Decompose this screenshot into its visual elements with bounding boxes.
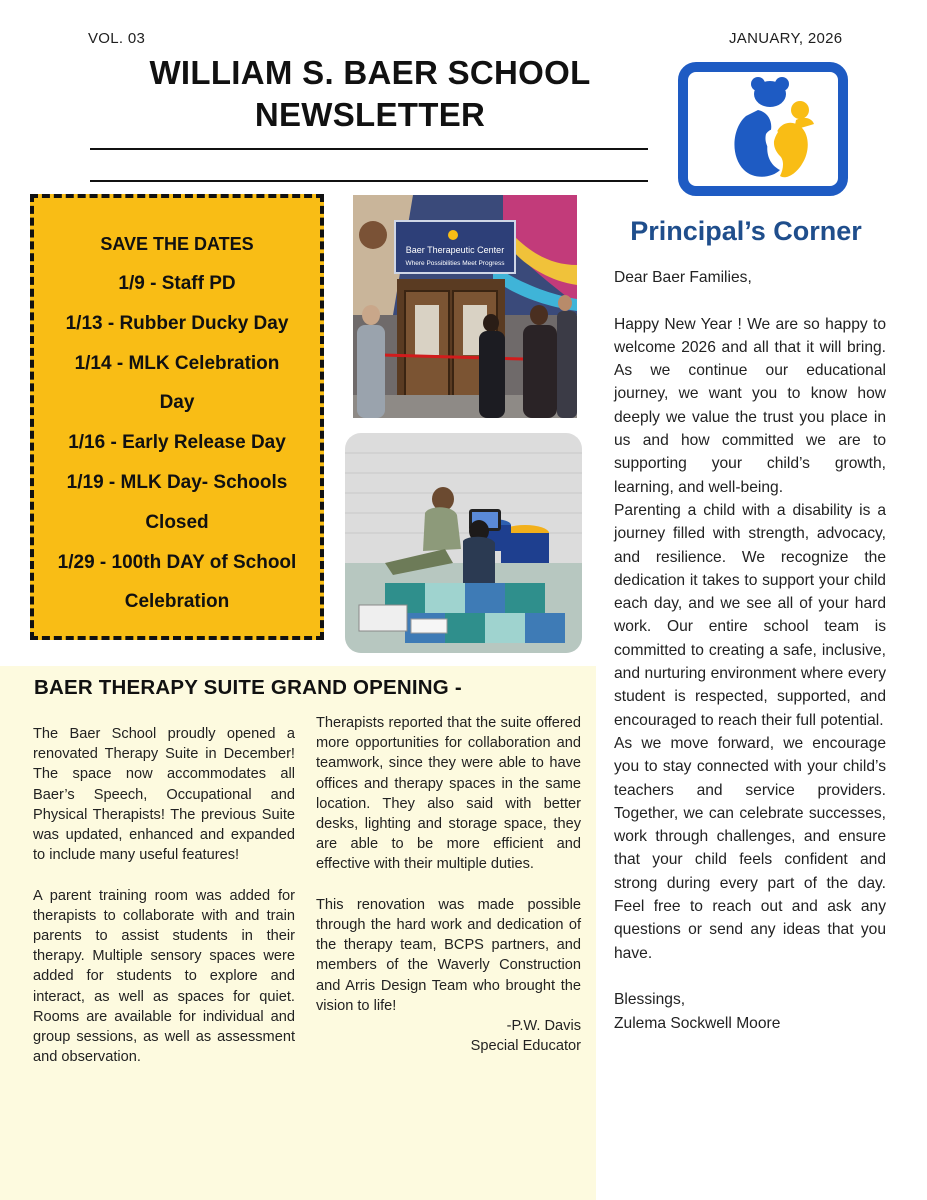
date-item: 1/19 - MLK Day- Schools: [66, 471, 288, 493]
article-paragraph: The Baer School proudly opened a renovated Therapy Suite in December! The space now accommodates all Baer’s Speech, Occupational and Physical Therapists! The previous Suite was updated, enhanced and expanded to include many useful features!: [33, 726, 295, 864]
principals-corner-title: Principal’s Corner: [630, 216, 862, 246]
title-rule-bottom: [90, 180, 648, 182]
date-item: 1/14 - MLK Celebration: [74, 352, 280, 374]
letter-paragraph: Parenting a child with a disability is a journey filled with strength, advocacy, and resilience. We recognize the dedication it takes to support your child each day, and we see all of your hard work. Our entire school team is committed to creating a safe, inclusive, and nurturing environment where every student is respected, supported, and encouraged to reach their full potential.: [614, 501, 886, 729]
newsletter-title: [90, 52, 650, 136]
ribbon-cutting-photo: [353, 195, 577, 418]
bear-logo-icon: [688, 72, 838, 186]
article-column-1: [33, 724, 295, 1067]
save-the-dates-list: [34, 224, 320, 622]
title-line-2: NEWSLETTER: [254, 96, 486, 133]
sign-line-2: Where Possibilities Meet Progress: [405, 260, 505, 267]
letter-paragraph: As we move forward, we encourage you to stay connected with your child’s teachers and service providers. Together, we can celebrate successes, work through challenges, and ensure that your child feels confident and strong during every part of the day. Feel free to reach out and ask any questions or send any ideas that you have.: [614, 734, 886, 962]
date-item: 1/9 - Staff PD: [118, 273, 236, 294]
date-item: Day: [159, 392, 195, 414]
letter-signature: Zulema Sockwell Moore: [614, 1014, 781, 1032]
article-paragraph: Therapists reported that the suite offered more opportunities for collaboration and teamwork, since they were able to have offices and therapy spaces in the same location. They also said with better desks, lighting and storage space, they are able to be more efficient and effective with their multiple duties.: [316, 715, 581, 873]
sign-line-1: Baer Therapeutic Center: [405, 245, 505, 255]
ribbon-cutting-illustration: [353, 195, 577, 418]
volume-label: VOL. 03: [88, 30, 146, 47]
school-logo: [678, 62, 848, 196]
date-item: Celebration: [124, 591, 230, 613]
date-item: 1/29 - 100th DAY of School: [57, 551, 297, 573]
therapy-room-illustration: [345, 433, 582, 653]
letter-paragraph: Happy New Year ! We are so happy to welcome 2026 and all that it will bring. As we continue our educational journey, we want you to know how deeply we value the trust you place in us and how committed we are to supporting your child’s growth, learning, and well-being.: [614, 315, 886, 496]
article-paragraph: A parent training room was added for therapists to collaborate with and train parents to assist students in their therapy. Multiple sensory spaces were added for students to explore and interact, as well as spaces for quiet. Rooms are available for individual and group sessions, as well as assessment and observation.: [33, 887, 295, 1066]
article-paragraph: This renovation was made possible through the hard work and dedication of the therapy team, BCPS partners, and members of the Waverly Construction and Arris Design Team who brought the vision to life!: [316, 896, 581, 1014]
principals-corner-letter: [614, 266, 886, 1035]
therapy-session-photo: [345, 433, 582, 653]
date-item: 1/16 - Early Release Day: [68, 432, 286, 454]
article-author: -P.W. Davis: [506, 1018, 581, 1035]
save-the-dates-heading: SAVE THE DATES: [100, 234, 254, 254]
date-item: 1/13 - Rubber Ducky Day: [65, 312, 289, 334]
date-item: Closed: [145, 511, 209, 533]
letter-closing: Blessings,: [614, 991, 686, 1009]
article-author-role: Special Educator: [470, 1038, 581, 1055]
issue-date: JANUARY, 2026: [729, 30, 843, 47]
save-the-dates-box: [30, 194, 324, 640]
article-column-2: [316, 713, 581, 1056]
article-title: BAER THERAPY SUITE GRAND OPENING -: [34, 676, 462, 699]
title-rule-top: [90, 148, 648, 150]
letter-greeting: Dear Baer Families,: [614, 269, 752, 286]
title-line-1: WILLIAM S. BAER SCHOOL: [149, 54, 591, 91]
